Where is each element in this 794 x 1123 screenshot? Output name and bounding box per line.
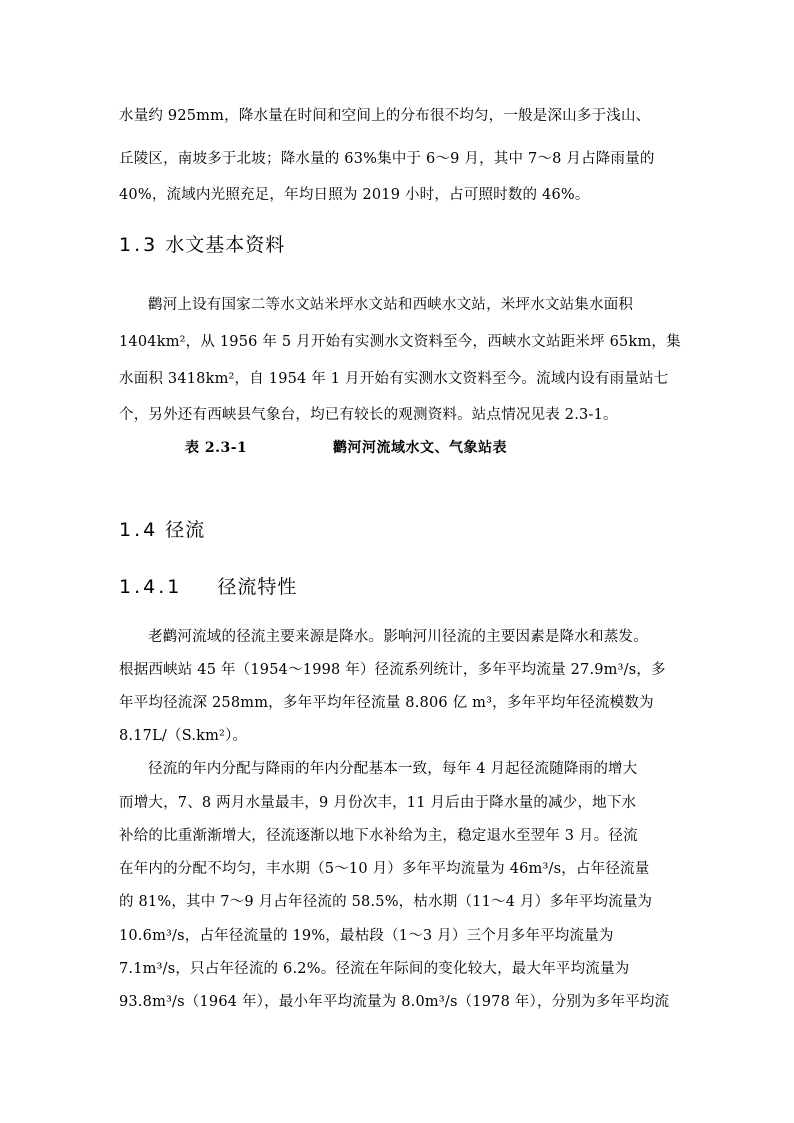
section-number: 1.4 <box>119 519 159 541</box>
body-text-line: 补给的比重渐渐增大，径流逐渐以地下水补给为主，稳定退水至翌年 3 月。径流 <box>119 828 638 844</box>
body-text-line: 径流的年内分配与降雨的年内分配基本一致，每年 4 月起径流随降雨的增大 <box>148 761 638 777</box>
section-heading-1-3 <box>119 232 285 258</box>
body-text-line: 的 81%，其中 7～9 月占年径流的 58.5%，枯水期（11～4 月）多年平均流量为 <box>119 894 653 910</box>
body-text-line: 1404km²，从 1956 年 5 月开始有实测水文资料至今，西峡水文站距米坪 65km，集 <box>119 334 681 350</box>
section-heading-1-4 <box>119 517 205 543</box>
body-text-line: 根据西峡站 45 年（1954～1998 年）径流系列统计，多年平均流量 27.9m³/s，多 <box>119 662 666 678</box>
body-text-line: 老鹳河流域的径流主要来源是降水。影响河川径流的主要因素是降水和蒸发。 <box>148 629 648 645</box>
section-number: 1.3 <box>119 234 159 256</box>
body-text-line: 7.1m³/s，只占年径流的 6.2%。径流在年际间的变化较大，最大年平均流量为 <box>119 961 630 977</box>
section-number: 1.4.1 <box>119 576 183 598</box>
section-title: 水文基本资料 <box>165 234 286 256</box>
table-caption-title: 鹳河河流域水文、气象站表 <box>333 440 507 456</box>
body-text-line: 水面积 3418km²，自 1954 年 1 月开始有实测水文资料至今。流域内设有雨量站七 <box>119 371 669 387</box>
body-text-line: 在年内的分配不均匀，丰水期（5～10 月）多年平均流量为 46m³/s，占年径流量 <box>119 861 650 877</box>
body-text-line: 40%，流域内光照充足，年均日照为 2019 小时，占可照时数的 46%。 <box>119 187 590 203</box>
body-text-line: 个，另外还有西峡县气象台，均已有较长的观测资料。站点情况见表 2.3-1。 <box>119 407 618 423</box>
body-text-line: 8.17L/（S.km²）。 <box>119 728 248 744</box>
body-text-line: 年平均径流深 258mm，多年平均年径流量 8.806 亿 m³，多年平均年径流模数为 <box>119 695 654 711</box>
section-heading-1-4-1 <box>119 574 297 600</box>
section-title: 径流 <box>165 519 206 541</box>
body-text-line: 10.6m³/s，占年径流量的 19%，最枯段（1～3 月）三个月多年平均流量为 <box>119 928 614 944</box>
body-text-line: 而增大，7、8 两月水量最丰，9 月份次丰，11 月后由于降水量的减少，地下水 <box>119 795 637 811</box>
body-text-line: 水量约 925mm，降水量在时间和空间上的分布很不均匀，一般是深山多于浅山、 <box>119 108 651 124</box>
body-text-line: 93.8m³/s（1964 年），最小年平均流量为 8.0m³/s（1978 年），分别为多年平均流 <box>119 994 670 1010</box>
table-caption-label: 表 2.3-1 <box>185 440 248 456</box>
body-text-line: 鹳河上设有国家二等水文站米坪水文站和西峡水文站，米坪水文站集水面积 <box>148 297 634 313</box>
section-title: 径流特性 <box>217 576 298 598</box>
body-text-line: 丘陵区，南坡多于北坡；降水量的 63%集中于 6～9 月，其中 7～8 月占降雨量的 <box>119 151 655 167</box>
